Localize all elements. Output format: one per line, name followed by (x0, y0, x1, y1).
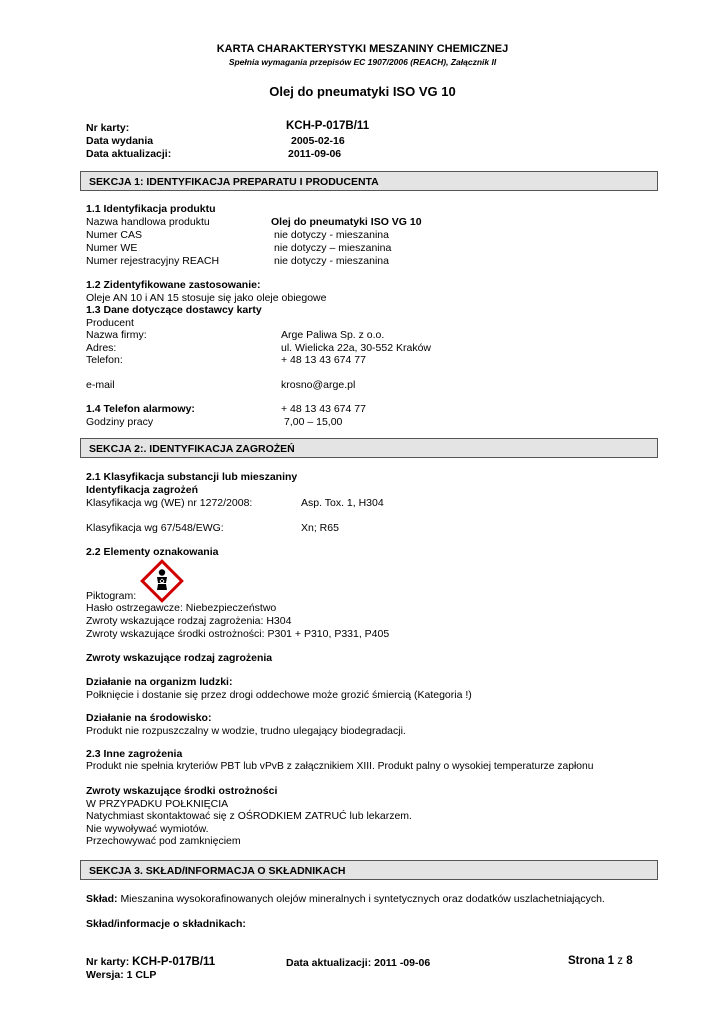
card-no: KCH-P-017B/11 (286, 120, 370, 132)
document-title: KARTA CHARAKTERYSTYKI MESZANINY CHEMICZNEJ (216, 43, 509, 55)
s22-title: 2.2 Elementy oznakowania (86, 546, 219, 558)
page-separator: z (617, 955, 623, 967)
precaution-line: Natychmiast skontaktować się z OŚRODKIEM ZATRUĆ lub lekarzem. (86, 810, 412, 822)
ghs08-health-hazard-icon (140, 559, 184, 603)
footer-card (86, 956, 215, 968)
human-effect-text: Połknięcie i dostanie się przez drogi oddechowe może grozić śmiercią (Kategoria !) (86, 689, 472, 701)
reach-value: nie dotyczy - mieszanina (274, 255, 389, 267)
precaution-line: W PRZYPADKU POŁKNIĘCIA (86, 798, 229, 810)
hours: 7,00 – 15,00 (284, 416, 343, 428)
class2-value: Xn; R65 (301, 522, 339, 534)
footer-version: Wersja: 1 CLP (86, 969, 157, 981)
cas-label: Numer CAS (86, 229, 143, 241)
producer-label: Producent (86, 317, 134, 329)
env-effect-text: Produkt nie rozpuszczalny w wodzie, trudno ulegający biodegradacji. (86, 725, 406, 737)
page-indicator (568, 955, 633, 967)
env-effect-title: Działanie na środowisko: (86, 712, 212, 724)
product-name: Olej do pneumatyki ISO VG 10 (269, 84, 456, 99)
signal-word: Hasło ostrzegawcze: Niebezpieczeństwo (86, 602, 277, 614)
company-name: Arge Paliwa Sp. z o.o. (281, 329, 385, 341)
section-2-heading: SEKCJA 2:. IDENTYFIKACJA ZAGROŻEŃ (80, 438, 658, 458)
s23-title: 2.3 Inne zagrożenia (86, 748, 183, 760)
components-title: Skład/informacje o składnikach: (86, 918, 246, 930)
s11-title: 1.1 Identyfikacja produktu (86, 203, 216, 215)
h-statements: Zwroty wskazujące rodzaj zagrożenia: H304 (86, 615, 292, 627)
s14-title: 1.4 Telefon alarmowy: (86, 403, 195, 415)
s21-title: 2.1 Klasyfikacja substancji lub mieszaniny (86, 471, 298, 483)
email: krosno@arge.pl (281, 379, 356, 391)
footer-card-label: Nr karty: (86, 956, 130, 968)
email-label: e-mail (86, 379, 115, 391)
section-3-heading: SEKCJA 3. SKŁAD/INFORMACJA O SKŁADNIKACH (80, 860, 658, 880)
p-statements: Zwroty wskazujące środki ostrożności: P301 + P310, P331, P405 (86, 628, 390, 640)
emergency-phone: + 48 13 43 674 77 (281, 403, 366, 415)
page-current: 1 (607, 955, 615, 967)
trade-name: Olej do pneumatyki ISO VG 10 (271, 216, 422, 228)
company-label: Nazwa firmy: (86, 329, 147, 341)
s12-text: Oleje AN 10 i AN 15 stosuje się jako oleje obiegowe (86, 292, 327, 304)
update-date: 2011-09-06 (288, 148, 342, 160)
hazard-id-title: Identyfikacja zagrożeń (86, 484, 199, 496)
class2-label: Klasyfikacja wg 67/548/EWG: (86, 522, 224, 534)
we-label: Numer WE (86, 242, 138, 254)
class1-label: Klasyfikacja wg (WE) nr 1272/2008: (86, 497, 253, 509)
phone-label: Telefon: (86, 354, 123, 366)
composition-text: Mieszanina wysokorafinowanych olejów mineralnych i syntetycznych oraz dodatków uszlachetniających. (120, 893, 605, 905)
precaution-title: Zwroty wskazujące środki ostrożności (86, 785, 278, 797)
footer-update: Data aktualizacji: 2011 -09-06 (286, 957, 431, 969)
reach-label: Numer rejestracyjny REACH (86, 255, 220, 267)
trade-name-label: Nazwa handlowa produktu (86, 216, 210, 228)
cas-value: nie dotyczy - mieszanina (274, 229, 389, 241)
hours-label: Godziny pracy (86, 416, 154, 428)
section-1-heading: SEKCJA 1: IDENTYFIKACJA PREPARATU I PRODUCENTA (80, 171, 658, 191)
issue-date-label: Data wydania (86, 135, 154, 147)
s23-text: Produkt nie spełnia kryteriów PBT lub vPvB z załącznikiem XIII. Produkt palny o wysokiej temperaturze zapłonu (86, 761, 594, 772)
s13-title: 1.3 Dane dotyczące dostawcy karty (86, 304, 262, 316)
composition-line (86, 893, 605, 905)
address-label: Adres: (86, 342, 117, 354)
human-effect-title: Działanie na organizm ludzki: (86, 676, 233, 688)
document-subtitle: Spełnia wymagania przepisów EC 1907/2006 (REACH), Załącznik II (228, 57, 497, 67)
class1-value: Asp. Tox. 1, H304 (301, 497, 384, 509)
update-date-label: Data aktualizacji: (86, 148, 172, 160)
card-no-label: Nr karty: (86, 122, 130, 134)
composition-label: Skład: (86, 893, 118, 905)
precaution-line: Przechowywać pod zamknięciem (86, 835, 241, 847)
pictogram-label: Piktogram: (86, 590, 137, 602)
footer-card-no: KCH-P-017B/11 (132, 956, 216, 968)
precaution-line: Nie wywoływać wymiotów. (86, 823, 209, 835)
page-total: 8 (626, 955, 633, 967)
page-label: Strona (568, 955, 605, 967)
issue-date: 2005-02-16 (291, 135, 345, 147)
s12-title: 1.2 Zidentyfikowane zastosowanie: (86, 279, 261, 291)
phone: + 48 13 43 674 77 (281, 354, 366, 366)
we-value: nie dotyczy – mieszanina (274, 242, 392, 254)
address: ul. Wielicka 22a, 30-552 Kraków (281, 342, 431, 354)
hazard-phrases-title: Zwroty wskazujące rodzaj zagrożenia (86, 652, 273, 664)
